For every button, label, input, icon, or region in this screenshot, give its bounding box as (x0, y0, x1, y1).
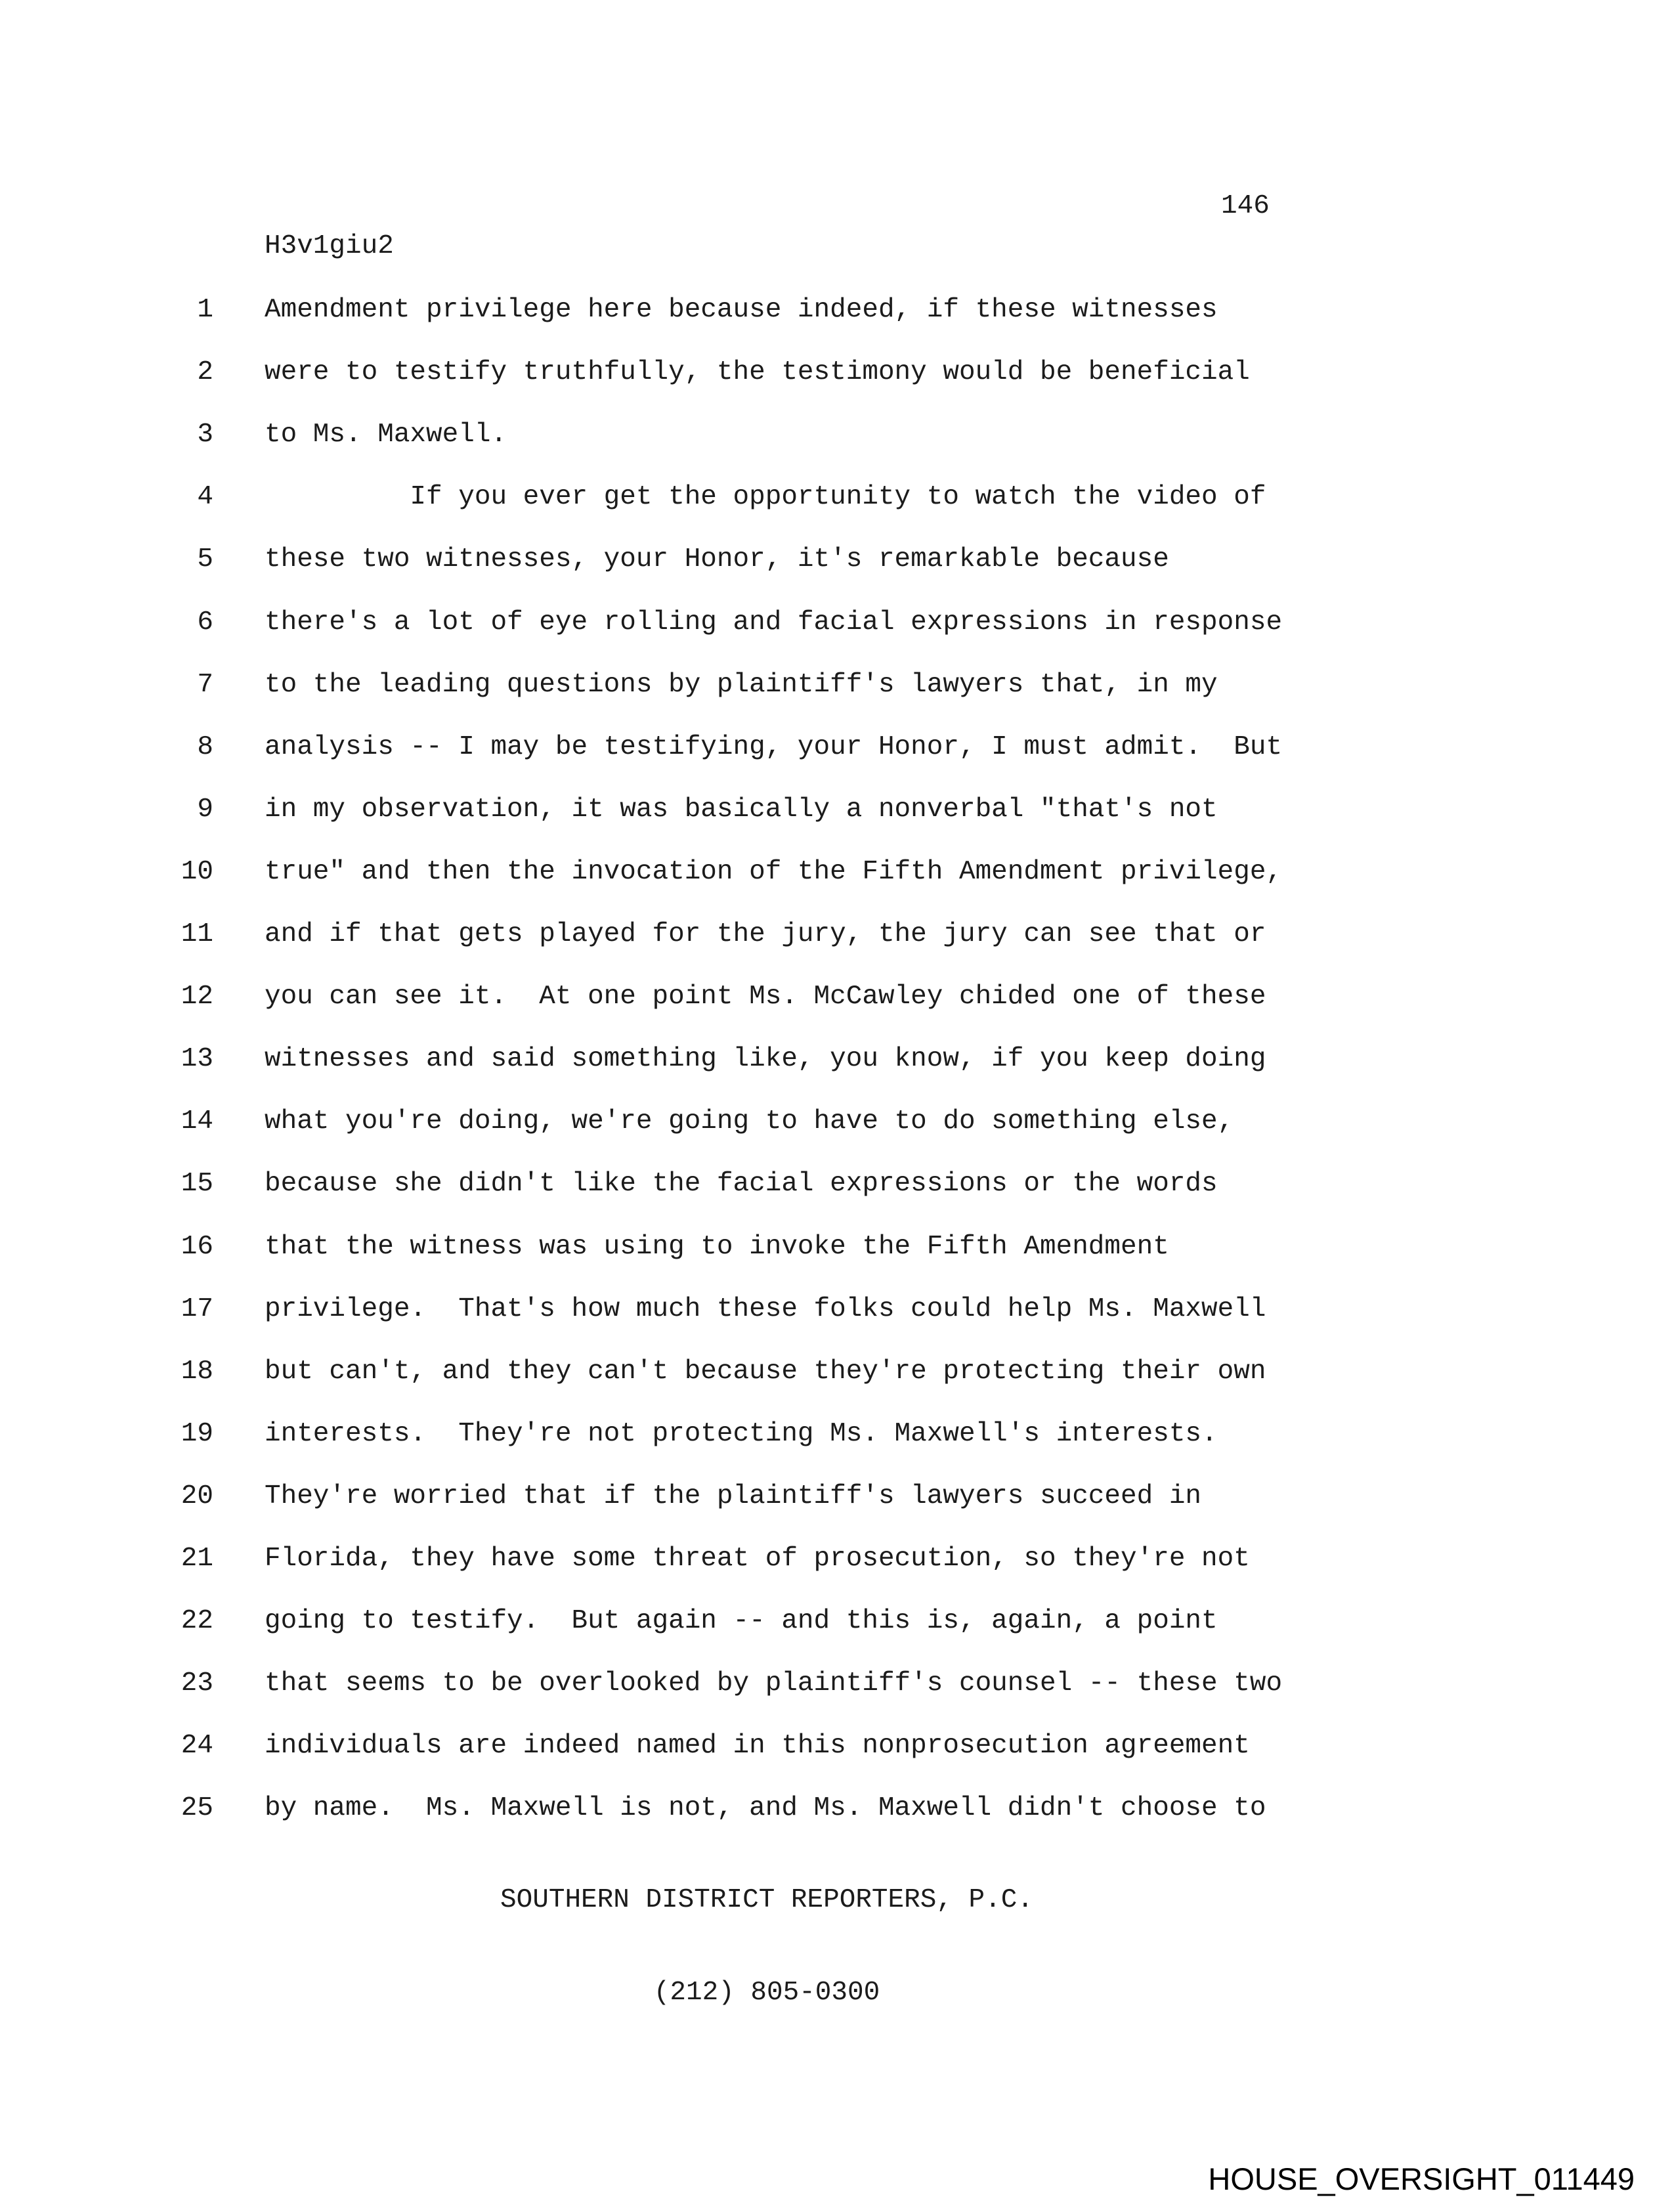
line-text: what you're doing, we're going to have to do something else, (265, 1106, 1234, 1137)
line-number: 15 (181, 1169, 213, 1200)
line-number: 14 (181, 1106, 213, 1137)
line-text: there's a lot of eye rolling and facial expressions in response (265, 607, 1283, 638)
page-number: 146 (1221, 191, 1270, 221)
line-text: by name. Ms. Maxwell is not, and Ms. Maxwell didn't choose to (265, 1793, 1266, 1824)
bates-stamp: HOUSE_OVERSIGHT_011449 (1208, 2161, 1635, 2196)
line-text: were to testify truthfully, the testimony would be beneficial (265, 357, 1250, 388)
line-text: analysis -- I may be testifying, your Honor, I must admit. But (265, 731, 1283, 762)
line-text: to Ms. Maxwell. (265, 420, 507, 450)
line-number: 16 (181, 1231, 213, 1262)
line-text: that seems to be overlooked by plaintiff's counsel -- these two (265, 1668, 1283, 1699)
line-text: but can't, and they can't because they're protecting their own (265, 1356, 1266, 1387)
line-number: 10 (181, 856, 213, 887)
line-text: witnesses and said something like, you know, if you keep doing (265, 1044, 1266, 1075)
line-number: 23 (181, 1668, 213, 1699)
line-number: 1 (197, 295, 213, 325)
line-text: going to testify. But again -- and this is, again, a point (265, 1606, 1218, 1637)
line-number: 22 (181, 1606, 213, 1637)
reporter-phone: (212) 805-0300 (653, 1978, 880, 2008)
reporter-name: SOUTHERN DISTRICT REPORTERS, P.C. (500, 1885, 1033, 1915)
line-number: 6 (197, 607, 213, 638)
line-text: individuals are indeed named in this nonprosecution agreement (265, 1731, 1250, 1762)
line-number: 17 (181, 1293, 213, 1324)
line-number: 21 (181, 1544, 213, 1574)
line-text: They're worried that if the plaintiff's lawyers succeed in (265, 1481, 1202, 1511)
line-text: interests. They're not protecting Ms. Maxwell's interests. (265, 1418, 1218, 1449)
line-number: 25 (181, 1793, 213, 1824)
line-number: 19 (181, 1418, 213, 1449)
line-number: 2 (197, 357, 213, 388)
line-number: 24 (181, 1731, 213, 1762)
line-text: in my observation, it was basically a nonverbal "that's not (265, 794, 1218, 825)
line-text: these two witnesses, your Honor, it's remarkable because (265, 544, 1169, 575)
line-number: 7 (197, 669, 213, 700)
line-text: If you ever get the opportunity to watch the video of (265, 482, 1266, 513)
line-text: privilege. That's how much these folks could help Ms. Maxwell (265, 1293, 1266, 1324)
line-text: and if that gets played for the jury, the jury can see that or (265, 919, 1266, 949)
line-number: 11 (181, 919, 213, 949)
line-text: to the leading questions by plaintiff's lawyers that, in my (265, 669, 1218, 700)
line-number: 9 (197, 794, 213, 825)
line-text: that the witness was using to invoke the Fifth Amendment (265, 1231, 1169, 1262)
line-number: 18 (181, 1356, 213, 1387)
line-number: 4 (197, 482, 213, 513)
line-number: 13 (181, 1044, 213, 1075)
line-text: you can see it. At one point Ms. McCawley chided one of these (265, 982, 1266, 1012)
line-text: true" and then the invocation of the Fifth Amendment privilege, (265, 856, 1283, 887)
line-number: 5 (197, 544, 213, 575)
line-text: because she didn't like the facial expressions or the words (265, 1169, 1218, 1200)
reporter-footer (265, 1823, 1269, 2070)
line-number: 12 (181, 982, 213, 1012)
transcript-session-id: H3v1giu2 (265, 231, 394, 261)
line-number: 3 (197, 420, 213, 450)
line-number: 20 (181, 1481, 213, 1511)
line-text: Florida, they have some threat of prosecution, so they're not (265, 1544, 1250, 1574)
line-text: Amendment privilege here because indeed, if these witnesses (265, 295, 1218, 325)
line-number: 8 (197, 731, 213, 762)
